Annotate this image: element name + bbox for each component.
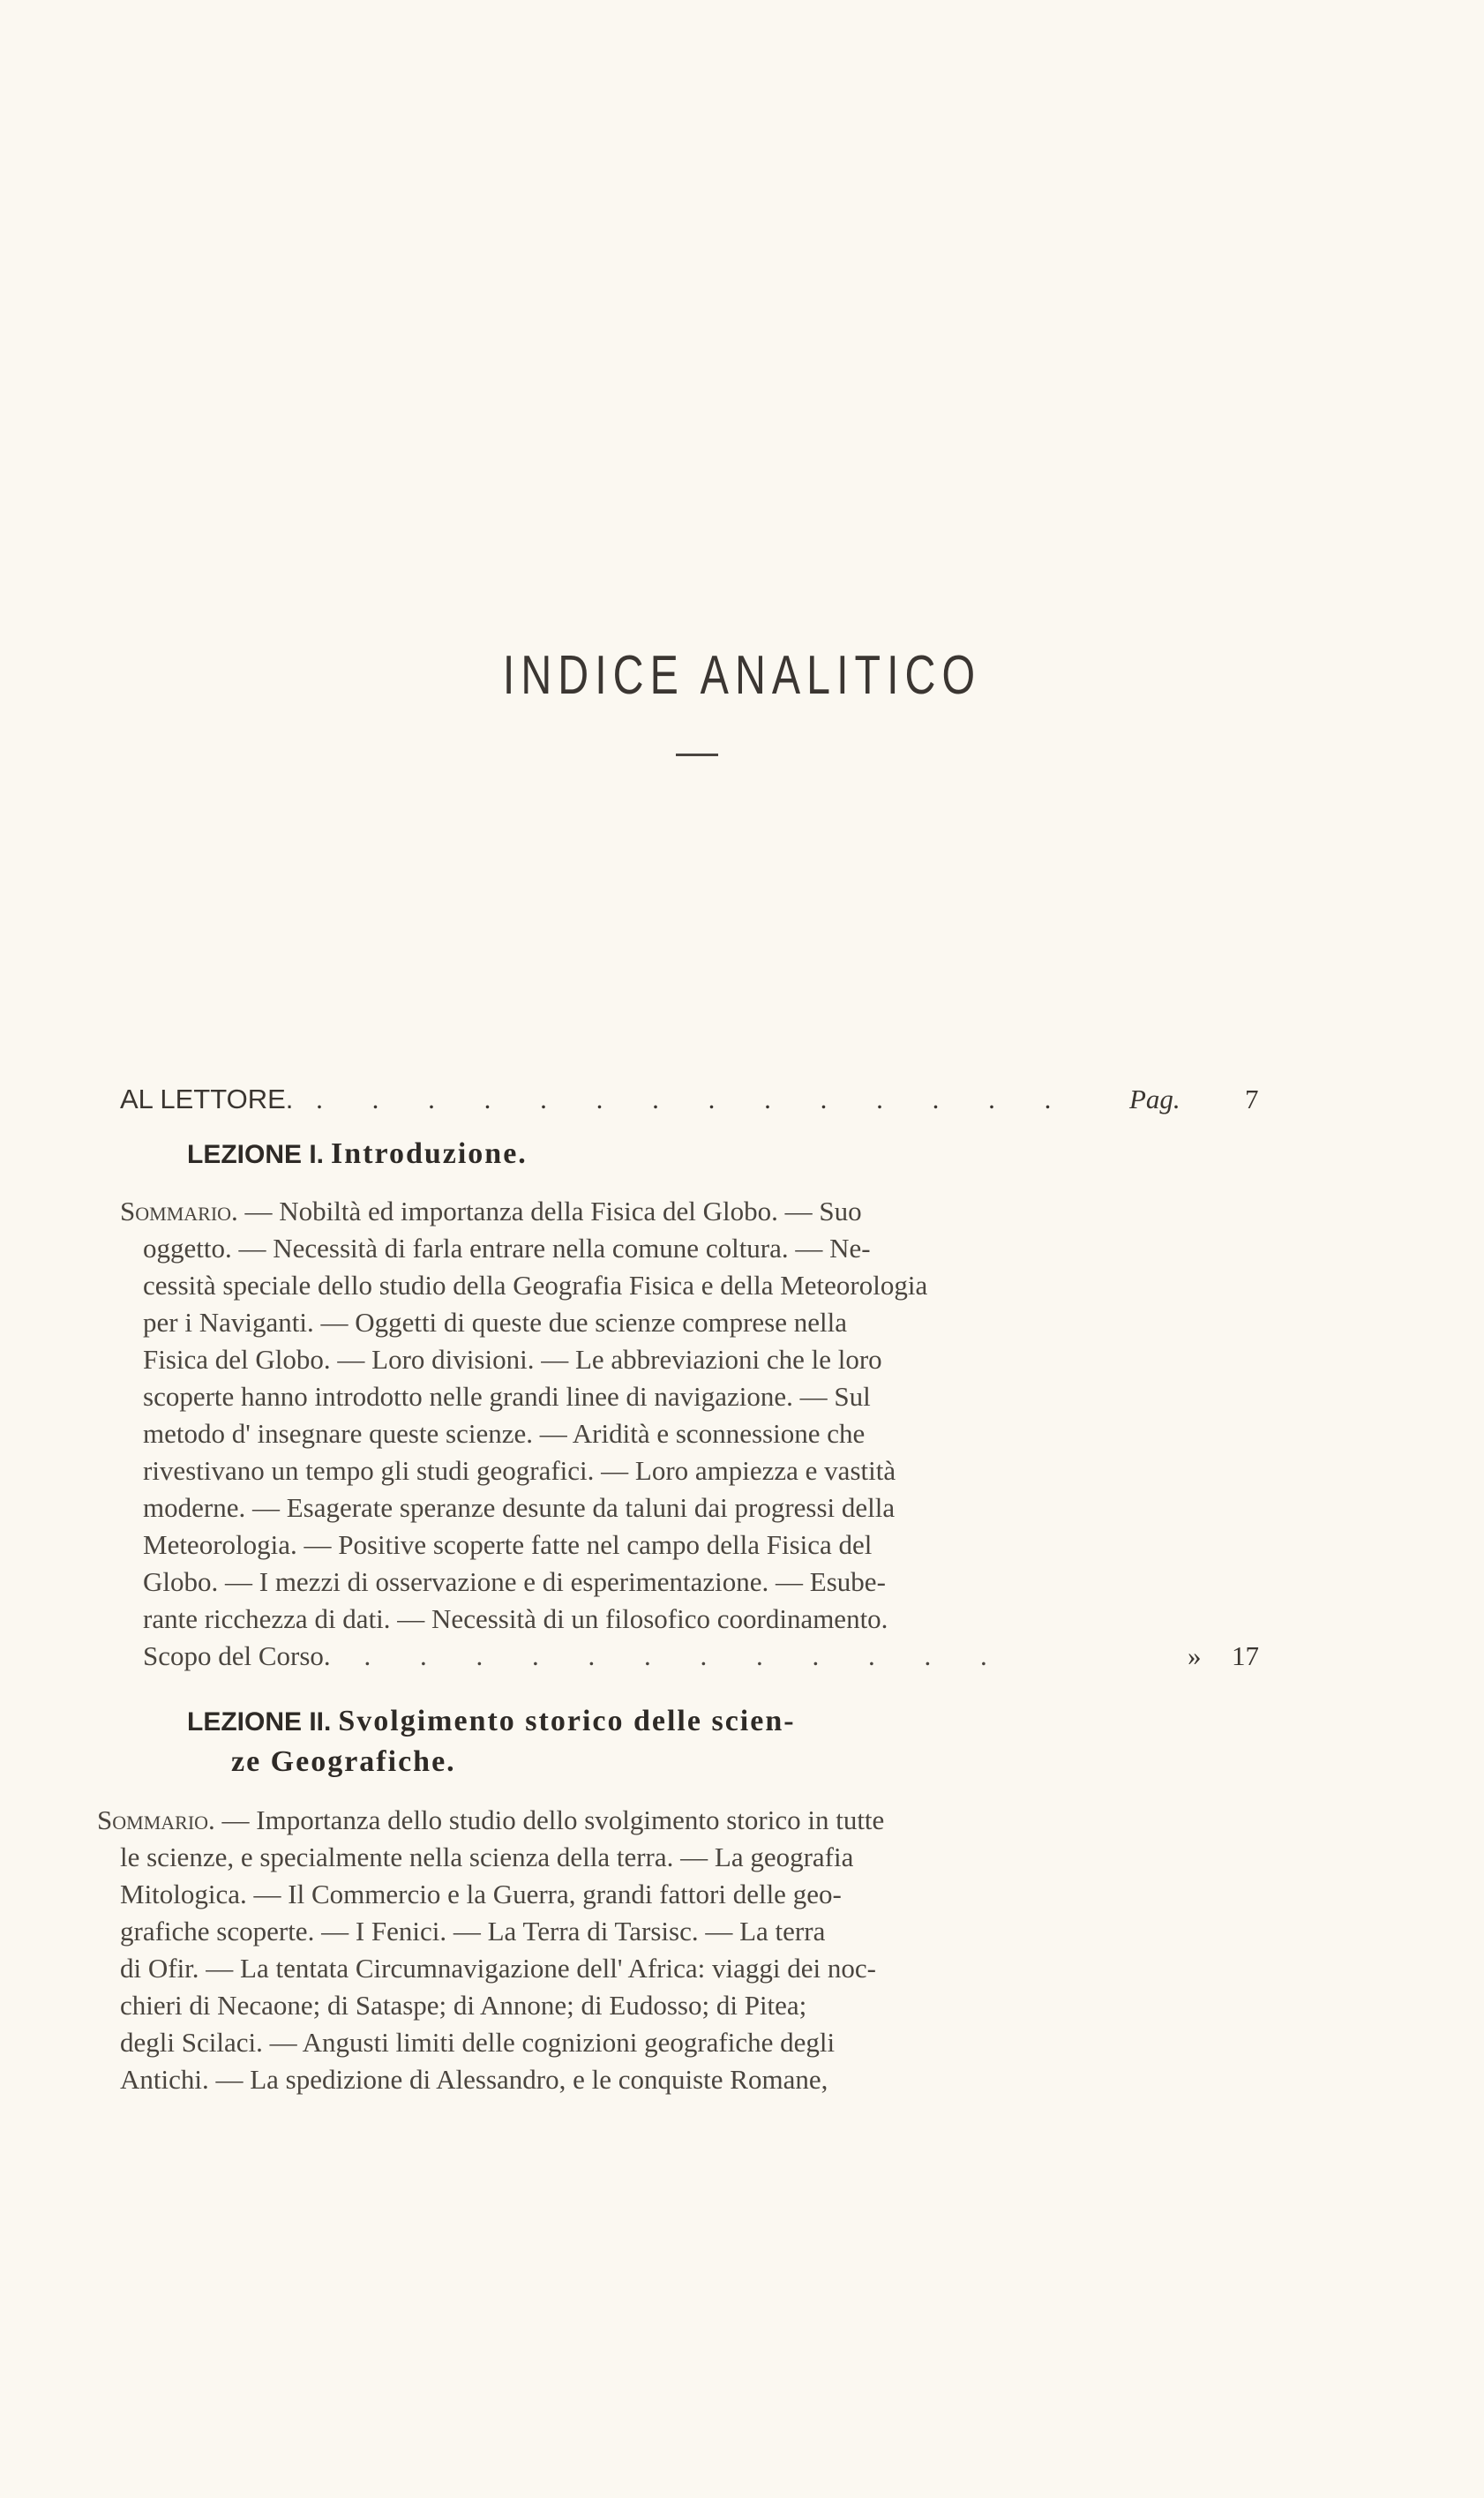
lesson-2-heading (187, 1705, 796, 1738)
leader-dots: . . . . . . . . . . . . (364, 1640, 1008, 1671)
lesson-2-summary-line: di Ofir. — La tentata Circumnavigazione dell' Africa: viaggi dei noc- (120, 1953, 876, 1984)
lesson-2-number: LEZIONE II. (187, 1707, 332, 1737)
lesson-1-summary-line: per i Naviganti. — Oggetti di queste due scienze comprese nella (143, 1307, 847, 1338)
pag-label: Pag. (1129, 1084, 1180, 1114)
lesson-1-title: Introduzione. (331, 1137, 528, 1170)
toc-entry-preface (120, 1084, 1072, 1115)
title-rule (676, 754, 718, 756)
lesson-1-summary-line: rante ricchezza di dati. — Necessità di un filosofico coordinamento. (143, 1603, 888, 1634)
lesson-1-heading (187, 1137, 528, 1171)
page-title: INDICE ANALITICO (502, 645, 982, 706)
lesson-2-summary-line: grafiche scoperte. — I Fenici. — La Terra di Tarsisc. — La terra (120, 1916, 826, 1947)
lesson-1-summary-line: scoperte hanno introdotto nelle grandi linee di navigazione. — Sul (143, 1381, 871, 1412)
lesson-2-summary-line: le scienze, e specialmente nella scienza della terra. — La geografia (120, 1842, 854, 1872)
lesson-2-summary-line: Mitologica. — Il Commercio e la Guerra, grandi fattori delle geo- (120, 1879, 842, 1909)
lesson-1-summary-line: oggetto. — Necessità di farla entrare nella comune coltura. — Ne- (143, 1233, 871, 1264)
lesson-1-summary-line: rivestivano un tempo gli studi geografici. — Loro ampiezza e vastità (143, 1455, 896, 1486)
lesson-2-summary-line: degli Scilaci. — Angusti limiti delle cognizioni geografiche degli (120, 2027, 836, 2058)
preface-label: AL LETTORE. (120, 1084, 294, 1114)
lesson-1-number: LEZIONE I. (187, 1140, 325, 1169)
preface-page-number: 7 (1245, 1084, 1259, 1114)
lesson-2-summary-line: Sommario. — Importanza dello studio dello svolgimento storico in tutte (97, 1804, 885, 1835)
lesson-1-summary-line: Fisica del Globo. — Loro divisioni. — Le abbreviazioni che le loro (143, 1344, 882, 1375)
lesson-1-summary-line: Meteorologia. — Positive scoperte fatte nel campo della Fisica del (143, 1529, 873, 1560)
lesson-1-summary-line: cessità speciale dello studio della Geografia Fisica e della Meteorologia (143, 1270, 928, 1301)
lesson-1-summary-line: Sommario. — Nobiltà ed importanza della Fisica del Globo. — Suo (120, 1196, 862, 1226)
summary-label: Sommario. (120, 1196, 238, 1226)
lesson-2-summary-line: Antichi. — La spedizione di Alessandro, e le conquiste Romane, (120, 2064, 828, 2095)
lesson-2-title-line-2: ze Geografiche. (231, 1745, 456, 1778)
lesson-1-summary-line: Scopo del Corso. . . . . . . . . . . . . (143, 1640, 1008, 1671)
lesson-1-summary-line: metodo d' insegnare queste scienze. — Aridità e sconnessione che (143, 1418, 866, 1449)
lesson-1-summary-line: Globo. — I mezzi di osservazione e di esperimentazione. — Esube- (143, 1566, 886, 1597)
lesson-2-summary-line: chieri di Necaone; di Sataspe; di Annone; di Eudosso; di Pitea; (120, 1990, 807, 2021)
lesson-1-summary-line: moderne. — Esagerate speranze desunte da taluni dai progressi della (143, 1492, 896, 1523)
lesson-2-title-line-1: Svolgimento storico delle scien- (338, 1705, 796, 1737)
leader-dots: . . . . . . . . . . . . . . (316, 1084, 1073, 1114)
lesson-1-page-number: 17 (1232, 1640, 1259, 1671)
summary-label: Sommario. (97, 1804, 215, 1835)
ditto-mark: » (1188, 1640, 1202, 1671)
